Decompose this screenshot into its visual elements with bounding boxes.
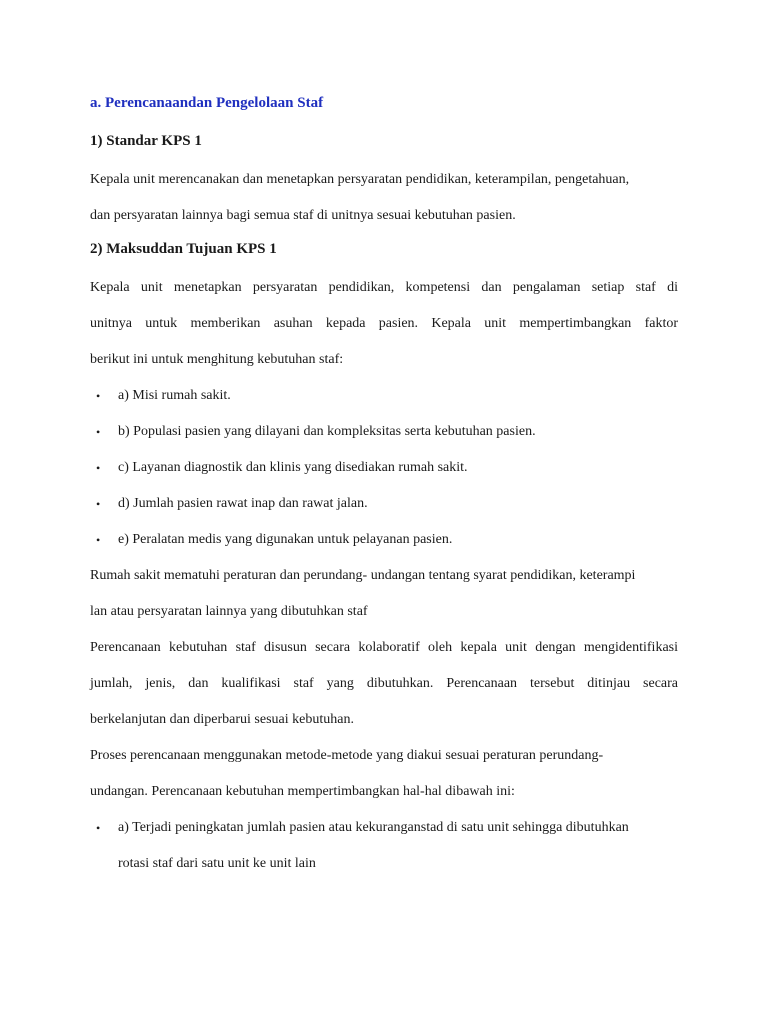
purpose-paragraph: [90, 270, 678, 378]
list-item: [90, 414, 678, 450]
list-item: [90, 810, 678, 882]
factor-text: b) Populasi pasien yang dilayani dan kompleksitas serta kebutuhan pasien.: [118, 424, 536, 439]
list-item: [90, 450, 678, 486]
purpose-line-1: Kepala unit menetapkan persyaratan pendidikan, kompetensi dan pengalaman setiap staf di: [90, 280, 678, 295]
bullet-icon: •: [96, 425, 101, 439]
list-item: [90, 486, 678, 522]
process-paragraph: [90, 738, 678, 810]
bullet-icon: •: [96, 497, 101, 511]
consideration-line-2: rotasi staf dari satu unit ke unit lain: [118, 856, 316, 871]
standard-line-1: Kepala unit merencanakan dan menetapkan persyaratan pendidikan, keterampilan, pengetahuan,: [90, 172, 630, 187]
purpose-heading: 2) Maksuddan Tujuan KPS 1: [90, 241, 277, 257]
standard-paragraph: [90, 162, 678, 234]
planning-line-2: jumlah, jenis, dan kualifikasi staf yang dibutuhkan. Perencanaan tersebut ditinjau secara: [90, 676, 678, 691]
factor-text: a) Misi rumah sakit.: [118, 388, 231, 403]
planning-paragraph: [90, 630, 678, 738]
list-item: [90, 522, 678, 558]
standard-heading: 1) Standar KPS 1: [90, 133, 202, 149]
factor-text: d) Jumlah pasien rawat inap dan rawat jalan.: [118, 496, 368, 511]
bullet-icon: •: [96, 461, 101, 475]
purpose-line-3: berikut ini untuk menghitung kebutuhan staf:: [90, 352, 344, 367]
section-title: a. Perencanaandan Pengelolaan Staf: [90, 95, 324, 111]
planning-line-1: Perencanaan kebutuhan staf disusun secara kolaboratif oleh kepala unit dengan mengidentifikasi: [90, 640, 678, 655]
factor-text: e) Peralatan medis yang digunakan untuk pelayanan pasien.: [118, 532, 453, 547]
factor-text: c) Layanan diagnostik dan klinis yang disediakan rumah sakit.: [118, 460, 468, 475]
process-line-1: Proses perencanaan menggunakan metode-metode yang diakui sesuai peraturan perundang-: [90, 748, 604, 763]
bullet-icon: •: [96, 533, 101, 547]
considerations-list: [90, 810, 678, 882]
regulation-paragraph: [90, 558, 678, 630]
bullet-icon: •: [96, 821, 101, 835]
bullet-icon: •: [96, 389, 101, 403]
standard-line-2: dan persyaratan lainnya bagi semua staf di unitnya sesuai kebutuhan pasien.: [90, 208, 516, 223]
regulation-line-1: Rumah sakit mematuhi peraturan dan perundang- undangan tentang syarat pendidikan, keterampi: [90, 568, 636, 583]
list-item: [90, 378, 678, 414]
process-line-2: undangan. Perencanaan kebutuhan mempertimbangkan hal-hal dibawah ini:: [90, 784, 515, 799]
purpose-line-2: unitnya untuk memberikan asuhan kepada pasien. Kepala unit mempertimbangkan faktor: [90, 316, 678, 331]
document-page: [90, 88, 678, 882]
consideration-line-1: a) Terjadi peningkatan jumlah pasien atau kekuranganstad di satu unit sehingga dibutuhkan: [118, 820, 629, 835]
factors-list: [90, 378, 678, 558]
regulation-line-2: lan atau persyaratan lainnya yang dibutuhkan staf: [90, 604, 368, 619]
planning-line-3: berkelanjutan dan diperbarui sesuai kebutuhan.: [90, 712, 354, 727]
